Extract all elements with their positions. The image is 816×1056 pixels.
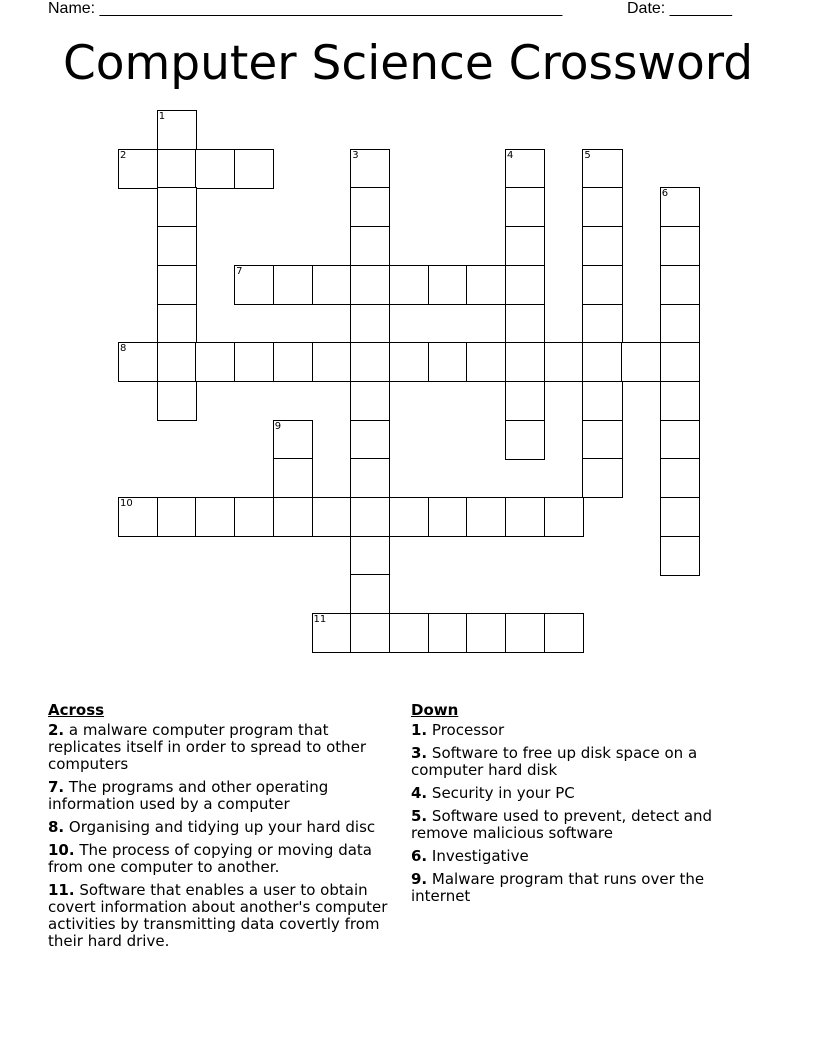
grid-cell[interactable] <box>428 342 468 382</box>
grid-cell[interactable] <box>660 342 700 382</box>
clue-number: 9. <box>411 870 428 888</box>
grid-cell[interactable] <box>582 342 622 382</box>
down-heading: Down <box>411 701 459 719</box>
grid-cell[interactable] <box>350 381 390 421</box>
clue-across-11 <box>48 882 403 950</box>
grid-cell[interactable] <box>582 381 622 421</box>
grid-cell[interactable] <box>660 536 700 576</box>
grid-cell[interactable] <box>428 265 468 305</box>
grid-cell[interactable] <box>273 265 313 305</box>
grid-cell[interactable] <box>157 265 197 305</box>
grid-cell[interactable] <box>582 458 622 498</box>
clue-number: 8. <box>48 818 65 836</box>
grid-cell[interactable] <box>312 342 352 382</box>
grid-cell[interactable] <box>350 536 390 576</box>
grid-cell[interactable] <box>157 226 197 266</box>
grid-cell[interactable] <box>157 187 197 227</box>
cell-number: 9 <box>274 420 282 432</box>
across-heading: Across <box>48 701 105 719</box>
clue-text: Software to free up disk space on a computer hard disk <box>411 744 698 779</box>
grid-cell[interactable] <box>273 458 313 498</box>
grid-cell[interactable] <box>234 149 274 189</box>
grid-cell[interactable] <box>312 497 352 537</box>
grid-cell[interactable] <box>195 497 235 537</box>
grid-cell[interactable] <box>312 613 352 653</box>
grid-cell[interactable] <box>660 304 700 344</box>
clue-number: 1. <box>411 721 428 739</box>
grid-cell[interactable] <box>157 304 197 344</box>
clue-text: The process of copying or moving data from one computer to another. <box>48 841 372 876</box>
cell-number: 2 <box>120 149 127 161</box>
grid-cell[interactable] <box>505 304 545 344</box>
grid-cell[interactable] <box>544 613 584 653</box>
grid-cell[interactable] <box>582 420 622 460</box>
clue-across-8 <box>48 819 403 836</box>
clue-down-1 <box>411 722 756 739</box>
grid-cell[interactable] <box>273 420 313 460</box>
grid-cell[interactable] <box>312 265 352 305</box>
name-field-label[interactable]: Name: ____________________________________________________ <box>48 0 563 17</box>
clue-number: 11. <box>48 881 75 899</box>
grid-cell[interactable] <box>505 187 545 227</box>
page-title: Computer Science Crossword <box>62 36 754 91</box>
grid-cell[interactable] <box>582 149 622 189</box>
clue-text: Software used to prevent, detect and remove malicious software <box>411 807 713 842</box>
clue-number: 3. <box>411 744 428 762</box>
date-field-label[interactable]: Date: _______ <box>627 0 732 17</box>
grid-cell[interactable] <box>157 342 197 382</box>
clue-across-10 <box>48 842 403 876</box>
grid-cell[interactable] <box>350 226 390 266</box>
grid-cell[interactable] <box>273 497 313 537</box>
clue-number: 7. <box>48 778 65 796</box>
grid-cell[interactable] <box>660 381 700 421</box>
grid-cell[interactable] <box>582 187 622 227</box>
grid-cell[interactable] <box>660 420 700 460</box>
clue-number: 6. <box>411 847 428 865</box>
cell-number: 3 <box>352 149 359 161</box>
grid-cell[interactable] <box>350 497 390 537</box>
grid-cell[interactable] <box>350 613 390 653</box>
clue-text: Processor <box>431 721 505 739</box>
grid-cell[interactable] <box>350 187 390 227</box>
grid-cell[interactable] <box>234 497 274 537</box>
grid-cell[interactable] <box>389 497 429 537</box>
clue-number: 2. <box>48 721 65 739</box>
grid-cell[interactable] <box>544 342 584 382</box>
clue-down-4 <box>411 785 756 802</box>
clue-text: The programs and other operating information used by a computer <box>48 778 329 813</box>
clue-number: 5. <box>411 807 428 825</box>
grid-cell[interactable] <box>582 265 622 305</box>
grid-cell[interactable] <box>157 381 197 421</box>
grid-cell[interactable] <box>505 420 545 460</box>
cell-number: 6 <box>661 188 669 200</box>
grid-cell[interactable] <box>660 497 700 537</box>
grid-cell[interactable] <box>660 265 700 305</box>
grid-cell[interactable] <box>350 574 390 614</box>
clue-down-5 <box>411 808 756 842</box>
grid-cell[interactable] <box>621 342 661 382</box>
clue-text: a malware computer program that replicates itself in order to spread to other computers <box>48 721 367 773</box>
grid-cell[interactable] <box>505 149 545 189</box>
grid-cell[interactable] <box>157 497 197 537</box>
cell-number: 1 <box>158 111 166 122</box>
cell-number: 5 <box>584 149 591 161</box>
grid-cell[interactable] <box>505 613 545 653</box>
grid-cell[interactable] <box>466 497 506 537</box>
grid-cell[interactable] <box>234 342 274 382</box>
clue-across-7 <box>48 779 403 813</box>
clue-text: Security in your PC <box>431 784 575 802</box>
grid-cell[interactable] <box>350 420 390 460</box>
clue-text: Software that enables a user to obtain covert information about another's computer activities by transmitting data covertly from their hard drive. <box>48 881 388 950</box>
grid-cell[interactable] <box>118 497 158 537</box>
down-clues <box>411 701 756 911</box>
across-clues <box>48 701 403 956</box>
grid-cell[interactable] <box>660 226 700 266</box>
grid-cell[interactable] <box>389 342 429 382</box>
clue-text: Investigative <box>431 847 529 865</box>
grid-cell[interactable] <box>118 342 158 382</box>
grid-cell[interactable] <box>544 497 584 537</box>
grid-cell[interactable] <box>157 149 197 189</box>
clue-down-6 <box>411 848 756 865</box>
grid-cell[interactable] <box>428 613 468 653</box>
grid-cell[interactable] <box>582 304 622 344</box>
grid-cell[interactable] <box>273 342 313 382</box>
grid-cell[interactable] <box>195 149 235 189</box>
cell-number: 8 <box>120 343 127 355</box>
grid-cell[interactable] <box>350 342 390 382</box>
down-clue-list <box>411 722 756 905</box>
clue-across-2 <box>48 722 403 773</box>
cell-number: 4 <box>507 149 514 161</box>
grid-cell[interactable] <box>466 265 506 305</box>
grid-cell[interactable] <box>466 342 506 382</box>
grid-cell[interactable] <box>428 497 468 537</box>
clue-text: Organising and tidying up your hard disc <box>68 818 376 836</box>
grid-cell[interactable] <box>350 458 390 498</box>
clue-down-9 <box>411 871 756 905</box>
grid-cell[interactable] <box>505 381 545 421</box>
grid-cell[interactable] <box>350 265 390 305</box>
grid-cell[interactable] <box>505 265 545 305</box>
grid-cell[interactable] <box>505 342 545 382</box>
across-clue-list <box>48 722 403 950</box>
grid-cell[interactable] <box>582 226 622 266</box>
grid-cell[interactable] <box>660 187 700 227</box>
grid-cell[interactable] <box>195 342 235 382</box>
clue-text: Malware program that runs over the internet <box>411 870 705 905</box>
clue-number: 10. <box>48 841 75 859</box>
grid-cell[interactable] <box>350 149 390 189</box>
grid-cell[interactable] <box>389 265 429 305</box>
clue-down-3 <box>411 745 756 779</box>
grid-cell[interactable] <box>660 458 700 498</box>
cell-number: 11 <box>313 614 327 626</box>
grid-cell[interactable] <box>389 613 429 653</box>
cell-number: 7 <box>236 265 243 277</box>
grid-cell[interactable] <box>505 497 545 537</box>
grid-cell[interactable] <box>350 304 390 344</box>
grid-cell[interactable] <box>157 110 197 150</box>
grid-cell[interactable] <box>118 149 158 189</box>
clue-number: 4. <box>411 784 428 802</box>
grid-cell[interactable] <box>505 226 545 266</box>
grid-cell[interactable] <box>466 613 506 653</box>
grid-cell[interactable] <box>234 265 274 305</box>
cell-number: 10 <box>120 498 133 509</box>
